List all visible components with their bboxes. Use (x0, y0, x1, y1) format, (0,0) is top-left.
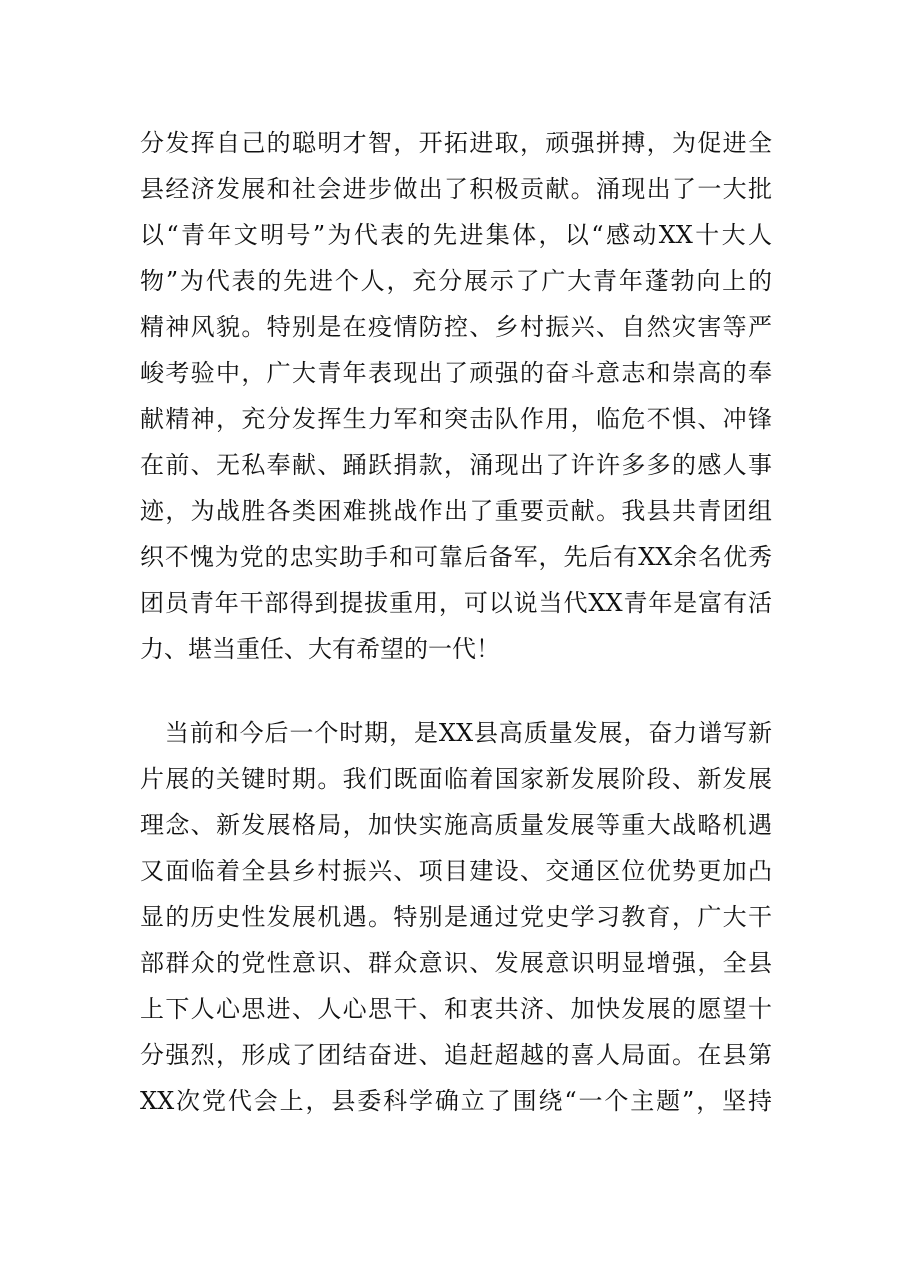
paragraph-line: 当前和今后一个时期，是XX县高质量发展，奋力谱写新 (140, 719, 772, 747)
paragraph-line: 显的历史性发展机遇。特别是通过党史学习教育，广大干 (140, 903, 772, 931)
paragraph-line: 织不愧为党的忠实助手和可靠后备军，先后有XX余名优秀 (140, 543, 772, 571)
paragraph-1 (140, 120, 772, 672)
paragraph-line: 精神风貌。特别是在疫情防控、乡村振兴、自然灾害等严 (140, 313, 772, 341)
paragraph-line: 迹，为战胜各类困难挑战作出了重要贡献。我县共青团组 (140, 497, 772, 525)
paragraph-line: 理念、新发展格局，加快实施高质量发展等重大战略机遇 (140, 811, 772, 839)
paragraph-line: XX次党代会上，县委科学确立了围绕“一个主题”，坚持 (140, 1087, 772, 1115)
paragraph-line: 力、堪当重任、大有希望的一代！ (140, 635, 500, 663)
paragraph-line: 县经济发展和社会进步做出了积极贡献。涌现出了一大批 (140, 175, 772, 203)
paragraph-line: 部群众的党性意识、群众意识、发展意识明显增强，全县 (140, 949, 772, 977)
paragraph-line: 峻考验中，广大青年表现出了顽强的奋斗意志和崇高的奉 (140, 359, 772, 387)
paragraph-line: 献精神，充分发挥生力军和突击队作用，临危不惧、冲锋 (140, 405, 772, 433)
paragraph-2 (140, 710, 772, 1124)
paragraph-line: 团员青年干部得到提拔重用，可以说当代XX青年是富有活 (140, 589, 772, 617)
paragraph-line: 分强烈，形成了团结奋进、追赶超越的喜人局面。在县第 (140, 1041, 772, 1069)
paragraph-line: 在前、无私奉献、踊跃捐款，涌现出了许许多多的感人事 (140, 451, 772, 479)
paragraph-line: 上下人心思进、人心思干、和衷共济、加快发展的愿望十 (140, 995, 772, 1023)
paragraph-line: 以“青年文明号”为代表的先进集体，以“感动XX十大人 (140, 221, 772, 249)
paragraph-line: 又面临着全县乡村振兴、项目建设、交通区位优势更加凸 (140, 857, 772, 885)
paragraph-line: 分发挥自己的聪明才智，开拓进取，顽强拼搏，为促进全 (140, 129, 772, 157)
paragraph-line: 物”为代表的先进个人，充分展示了广大青年蓬勃向上的 (140, 267, 772, 295)
paragraph-line: 片展的关键时期。我们既面临着国家新发展阶段、新发展 (140, 765, 772, 793)
